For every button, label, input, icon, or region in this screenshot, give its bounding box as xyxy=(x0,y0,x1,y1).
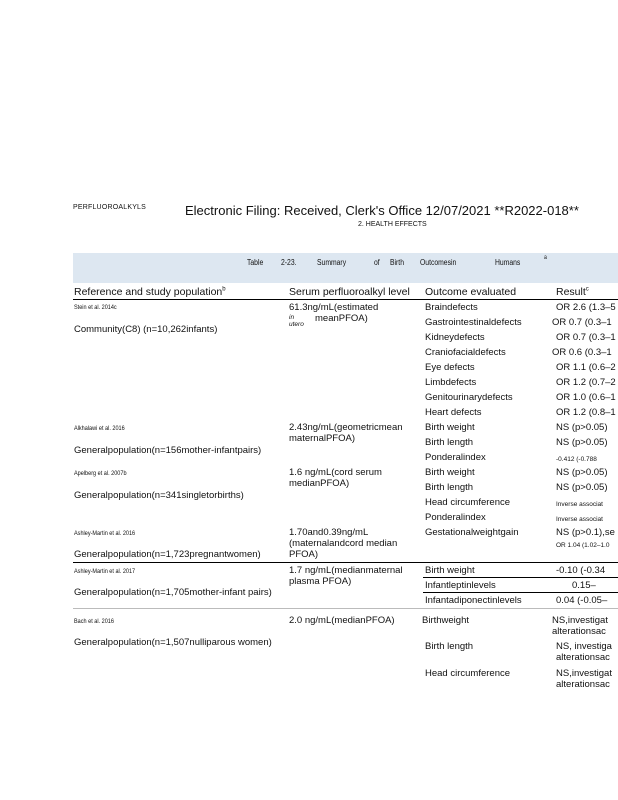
outcome: Gestationalweightgain xyxy=(425,527,519,538)
row-rule xyxy=(73,608,618,609)
filing-banner: Electronic Filing: Received, Clerk's Office 12/07/2021 **R2022-018** xyxy=(185,203,579,218)
serum-level: 1.6 ng/mL(cord serum medianPFOA) xyxy=(289,467,382,489)
study-population: Generalpopulation(n=341singletorbirths) xyxy=(74,490,244,501)
caption-word: Humans xyxy=(495,258,521,267)
study-population: Generalpopulation(n=1,507nulliparous women) xyxy=(74,637,272,648)
study-reference: Bach et al. 2016 xyxy=(74,618,114,625)
result: OR 0.7 (0.3–1 xyxy=(556,332,616,343)
serum-level: 1.70and0.39ng/mL (maternalandcord median PFOA) xyxy=(289,527,398,560)
result: -0.10 (-0.34 xyxy=(556,565,606,576)
outcome: Ponderalindex xyxy=(425,452,486,463)
serum-level: 1.7 ng/mL(medianmaternal plasma PFOA) xyxy=(289,565,403,587)
outcome: Ponderalindex xyxy=(425,512,486,523)
row-rule xyxy=(423,577,618,578)
outcome: Infantleptinlevels xyxy=(425,580,496,591)
outcome: Gastrointestinaldefects xyxy=(425,317,522,328)
caption-word: Birth xyxy=(390,258,404,267)
column-header-result: Result$^c$ xyxy=(556,286,589,298)
result: 0.15– xyxy=(572,580,596,591)
outcome: Birth weight xyxy=(425,467,475,478)
outcome: Head circumference xyxy=(425,668,511,679)
study-reference: Ashley-Martin et al. 2016 xyxy=(74,530,136,537)
study-population: Generalpopulation(n=1,705mother-infant pairs) xyxy=(74,587,272,598)
result: OR 1.1 (0.6–2 xyxy=(556,362,616,373)
result: Inverse associat xyxy=(556,501,603,508)
study-reference: Ashley-Martin et al. 2017 xyxy=(74,568,136,575)
result: -0.412 (-0.788 xyxy=(556,456,597,463)
result: NS (p>0.05) xyxy=(556,482,608,493)
row-rule xyxy=(73,562,618,563)
result: NS,investigat alterationsac xyxy=(556,668,612,690)
outcome: Infantadiponectinlevels xyxy=(425,595,522,606)
result: OR 2.6 (1.3–5 xyxy=(556,302,616,313)
column-header-reference: Reference and study population$^b$ xyxy=(74,286,226,298)
result: NS (p>0.1),se xyxy=(556,527,615,538)
document-running-header: PERFLUOROALKYLS xyxy=(73,204,147,211)
result: Inverse associat xyxy=(556,516,603,523)
serum-level: 2.0 ng/mL(medianPFOA) xyxy=(289,615,395,626)
outcome: Eye defects xyxy=(425,362,475,373)
result: NS (p>0.05) xyxy=(556,422,608,433)
outcome: Birth length xyxy=(425,641,474,652)
result: OR 0.7 (0.3–1 xyxy=(552,317,612,328)
column-header-serum-level: Serum perfluoroalkyl level xyxy=(289,286,410,298)
caption-superscript: a xyxy=(544,255,547,261)
study-population: Community(C8) (n=10,262infants) xyxy=(74,324,218,335)
result: NS (p>0.05) xyxy=(556,437,608,448)
study-reference: Stein et al. 2014c xyxy=(74,304,117,311)
caption-word: 2-23. xyxy=(281,258,297,267)
caption-word: Table xyxy=(247,258,264,267)
study-reference: Alkhalawi et al. 2016 xyxy=(74,425,125,432)
result: OR 1.2 (0.8–1 xyxy=(556,407,616,418)
outcome: Heart defects xyxy=(425,407,482,418)
outcome: Genitourinarydefects xyxy=(425,392,513,403)
outcome: Birth weight xyxy=(425,565,475,576)
serum-level: 61.3ng/mL(estimated xyxy=(289,302,379,313)
column-header-outcome: Outcome evaluated xyxy=(425,286,517,298)
outcome: Craniofacialdefects xyxy=(425,347,506,358)
section-title: 2. HEALTH EFFECTS xyxy=(358,221,427,228)
outcome: Birth length xyxy=(425,437,474,448)
outcome: Birth weight xyxy=(425,422,475,433)
result: 0.04 (-0.05– xyxy=(556,595,608,606)
result: OR 1.04 (1.02–1.0 xyxy=(556,542,610,549)
study-population: Generalpopulation(n=1,723pregnantwomen) xyxy=(74,549,261,560)
result: OR 1.2 (0.7–2 xyxy=(556,377,616,388)
result: NS,investigat alterationsac xyxy=(552,615,608,637)
caption-word: Summary xyxy=(317,258,347,267)
outcome: Limbdefects xyxy=(425,377,477,388)
outcome: Kidneydefects xyxy=(425,332,485,343)
serum-level: 2.43ng/mL(geometricmean maternalPFOA) xyxy=(289,422,403,444)
row-rule xyxy=(423,592,618,593)
outcome: Braindefects xyxy=(425,302,478,313)
outcome: Head circumference xyxy=(425,497,511,508)
header-rule xyxy=(73,299,618,300)
result: OR 0.6 (0.3–1 xyxy=(552,347,612,358)
study-reference: Apelberg et al. 2007b xyxy=(74,470,127,477)
caption-word: Outcomesin xyxy=(420,258,457,267)
study-population: Generalpopulation(n=156mother-infantpairs) xyxy=(74,445,262,456)
outcome: Birthweight xyxy=(422,615,469,626)
serum-level: meanPFOA) xyxy=(315,313,368,324)
serum-level-note: in utero xyxy=(289,314,304,328)
caption-word: of xyxy=(374,258,380,267)
outcome: Birth length xyxy=(425,482,474,493)
result: OR 1.0 (0.6–1 xyxy=(556,392,616,403)
result: NS, investiga alterationsac xyxy=(556,641,612,663)
result: NS (p>0.05) xyxy=(556,467,608,478)
